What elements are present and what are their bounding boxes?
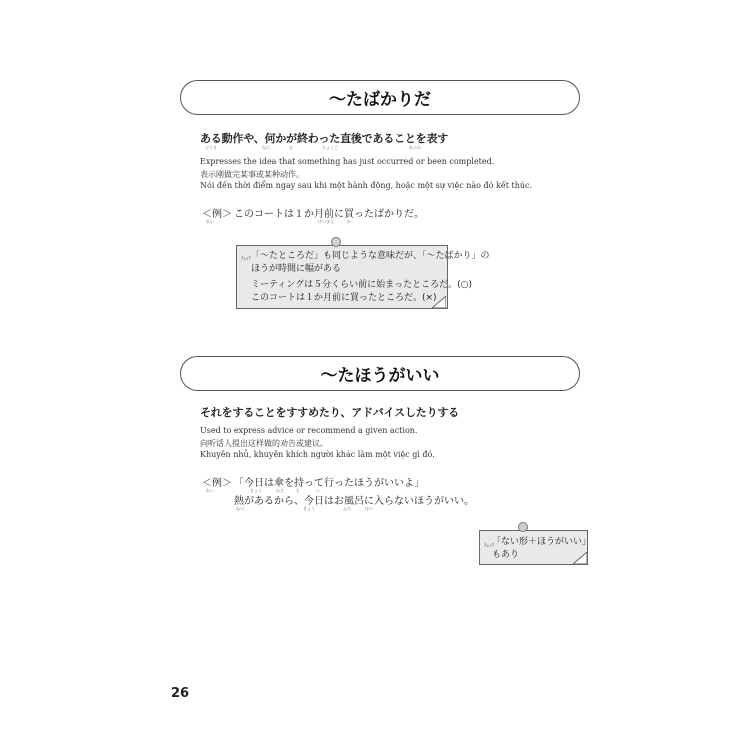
page-curl-icon — [573, 552, 587, 564]
note-line: ほうが時間に幅がある — [251, 264, 342, 274]
english-explanation: Expresses the idea that something has just occurred or been completed. — [200, 157, 495, 166]
check-note-1 — [236, 245, 490, 309]
furigana: あらわ — [409, 145, 421, 150]
furigana: か — [347, 219, 351, 224]
section-subtitle: それをすることをすすめたり、アドバイスしたりする — [200, 406, 459, 419]
furigana: どうさ — [205, 145, 217, 150]
furigana: れい — [206, 219, 214, 224]
note-line: このコートは１か月前に買ったところだ。(×) — [251, 293, 437, 303]
section-title-tabakarida — [180, 80, 580, 115]
chinese-explanation: 向听话人提出这样做的劝告或建议。 — [200, 439, 328, 448]
example-label: ＜例＞ — [202, 209, 232, 220]
example-line-2: 熱があるから、今日はお風呂に入らないほうがいい。 — [234, 496, 474, 507]
chinese-explanation: 表示刚做完某事或某种动作。 — [200, 170, 304, 179]
furigana: なに — [262, 145, 270, 150]
furigana: れい — [206, 488, 214, 493]
furigana: ふろ — [343, 506, 351, 511]
section-title-tahougaii — [180, 356, 580, 391]
furigana: お — [289, 145, 293, 150]
section-subtitle: ある動作や、何かが終わった直後であることを表す — [200, 132, 449, 145]
pin-icon — [331, 237, 341, 247]
example-text: 「今日は傘を持って行ったほうがいいよ」 — [234, 478, 424, 489]
furigana: きょう — [303, 506, 315, 511]
pin-icon — [518, 522, 528, 532]
example-line — [202, 474, 424, 489]
furigana: ちょくご — [322, 145, 338, 150]
note-line: 「ない形＋ほうがいい」 — [492, 537, 592, 547]
furigana: い — [316, 488, 320, 493]
note-line: 「～たところだ」も同じような意味だが、「～たばかり」の — [251, 251, 490, 261]
furigana: ねつ — [236, 506, 244, 511]
furigana: はい — [365, 506, 373, 511]
note-line: もあり — [492, 550, 520, 560]
furigana: きょう — [250, 488, 262, 493]
furigana: かさ — [276, 488, 284, 493]
section-title-text: ～たばかりだ — [329, 90, 431, 110]
check-note-2 — [479, 530, 592, 565]
section-title-text: ～たほうがいい — [320, 366, 440, 386]
note-line: ミーティングは５分くらい前に始まったところだ。(○) — [251, 280, 472, 290]
vietnamese-explanation: Khuyên nhủ, khuyên khích người khác làm một việc gì đó. — [200, 450, 435, 459]
english-explanation: Used to express advice or recommend a given action. — [200, 426, 418, 435]
page-curl-icon — [432, 296, 446, 308]
check-mark-icon: ﾁｪｯｸ — [241, 256, 252, 262]
furigana: げつまえ — [318, 219, 334, 224]
check-mark-icon: ﾁｪｯｸ — [484, 543, 495, 549]
example-line — [202, 205, 424, 220]
furigana: も — [296, 488, 300, 493]
example-text: このコートは１か月前に買ったばかりだ。 — [234, 209, 424, 220]
example-label: ＜例＞ — [202, 478, 232, 489]
page-number: 26 — [171, 686, 190, 701]
vietnamese-explanation: Nói đến thời điểm ngay sau khi một hành động, hoặc một sự việc nào đó kết thúc. — [200, 181, 533, 190]
